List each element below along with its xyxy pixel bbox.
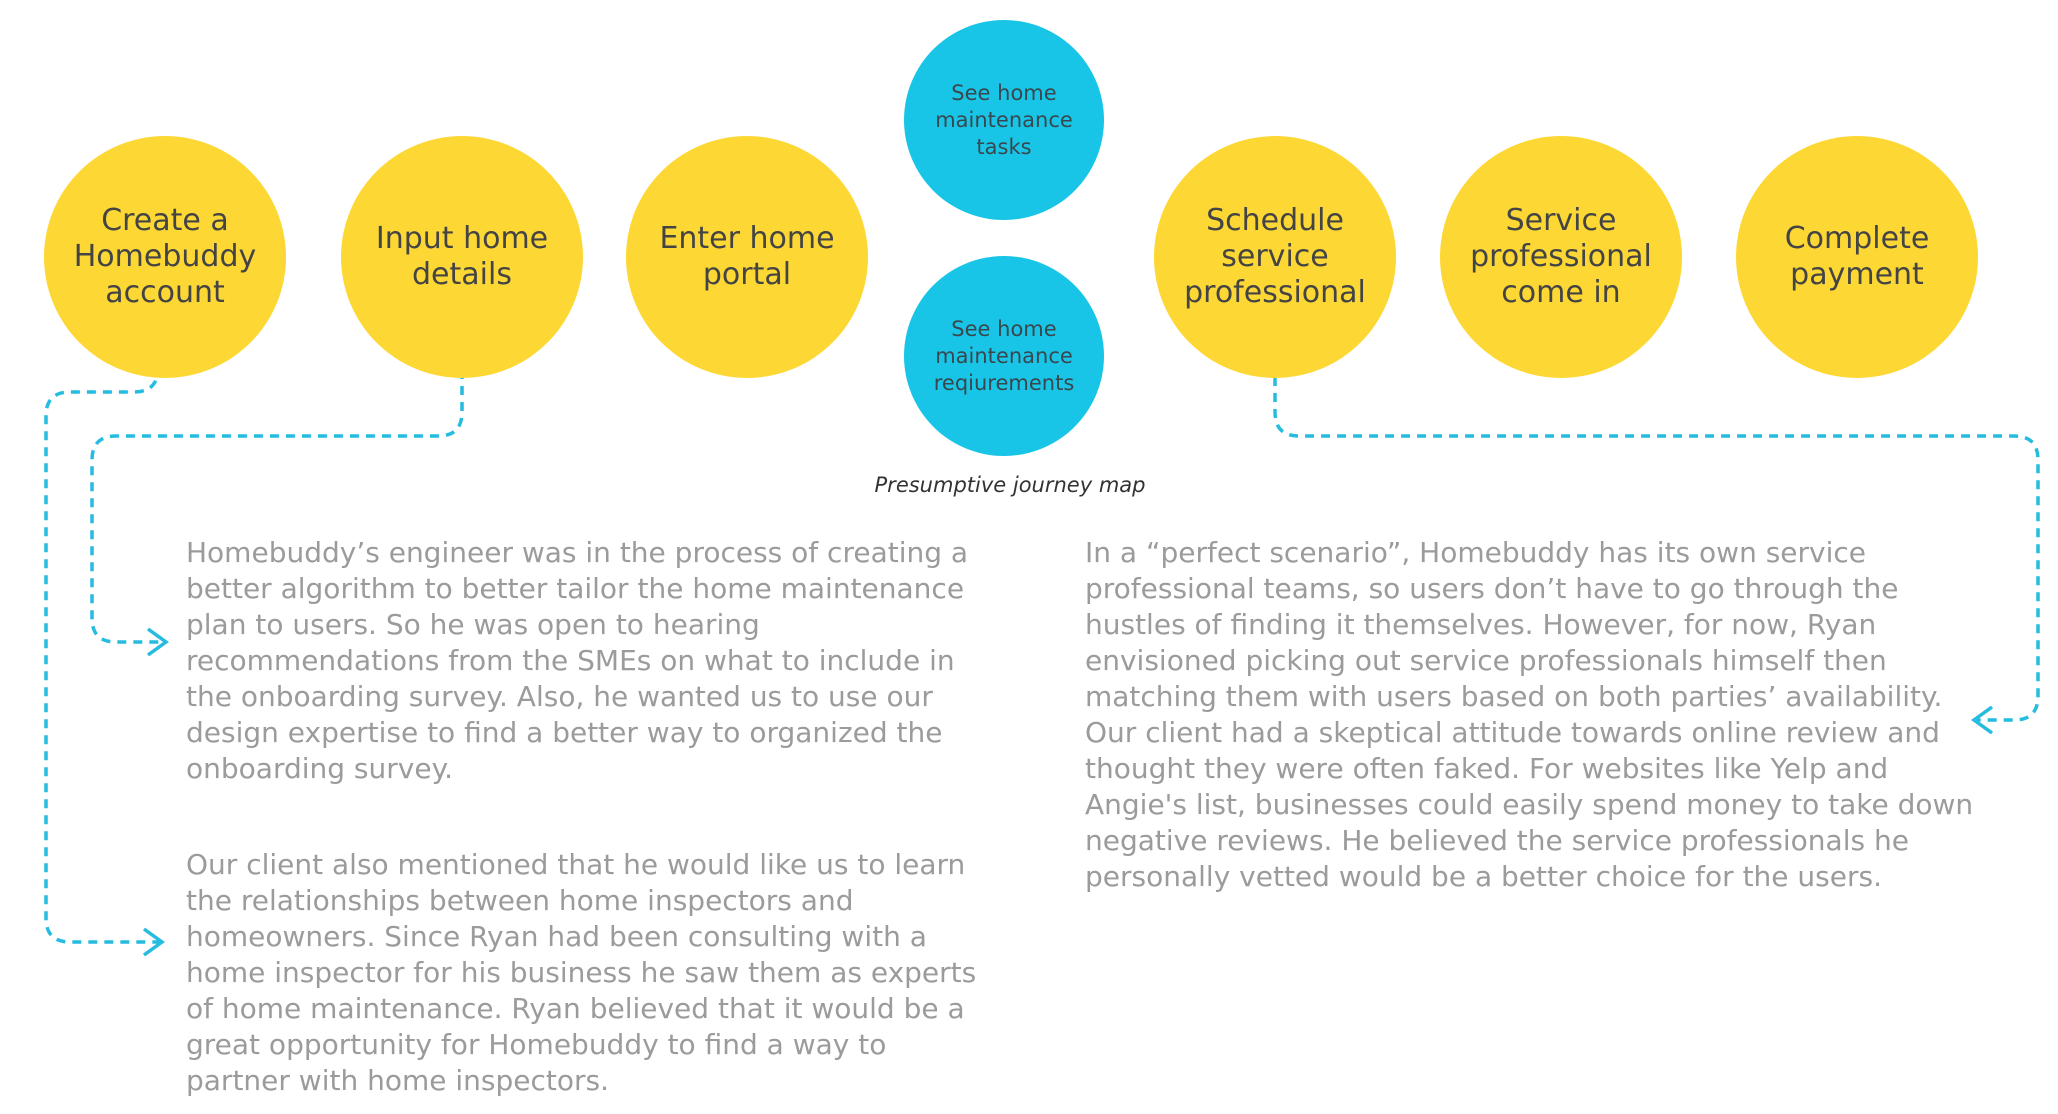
- sub-step-maintenance-tasks-label: See home maintenance tasks: [935, 80, 1073, 159]
- sub-step-maintenance-requirements: [904, 256, 1104, 456]
- step-enter-home-portal-label: Enter home portal: [659, 221, 835, 292]
- step-schedule-service-professional-label: Schedule service professional: [1184, 203, 1366, 310]
- step-service-professional-come-in-label: Service professional come in: [1470, 203, 1652, 310]
- sub-step-maintenance-tasks: [904, 20, 1104, 220]
- step-input-home-details-label: Input home details: [375, 221, 549, 292]
- sub-step-maintenance-requirements-label: See home maintenance reqiurements: [933, 316, 1075, 395]
- step-schedule-service-professional: [1154, 136, 1396, 378]
- note-service-professionals: In a “perfect scenario”, Homebuddy has its own service professional teams, so users don’t have to go through the hustles of finding it themselves. However, for now, Ryan envisioned picking out service professionals himself then matching them with users based on both parties’ availability. Our client had a skeptical attitude towards online review and thought they were often faked. For websites like Yelp and Angie's list, businesses could easily spend money to take down negative reviews. He believed the service professionals he personally vetted would be a better choice for the users.: [1085, 536, 1974, 893]
- step-create-account-label: Create a Homebuddy account: [73, 203, 257, 310]
- step-service-professional-come-in: [1440, 136, 1682, 378]
- note-engineer-algorithm: Homebuddy’s engineer was in the process of creating a better algorithm to better tailor the home maintenance plan to users. So he was open to hearing recommendations from the SMEs on what to include in the onboarding survey. Also, he wanted us to use our design expertise to find a better way to organized the onboarding survey.: [186, 536, 969, 785]
- note-home-inspectors: Our client also mentioned that he would like us to learn the relationships between home inspectors and homeowners. Since Ryan had been consulting with a home inspector for his business he saw them as experts of home maintenance. Ryan believed that it would be a great opportunity for Homebuddy to find a way to partner with home inspectors.: [186, 848, 977, 1097]
- journey-map-caption: Presumptive journey map: [874, 473, 1146, 497]
- step-enter-home-portal: [626, 136, 868, 378]
- step-complete-payment: [1736, 136, 1978, 378]
- step-create-account: [44, 136, 286, 378]
- connector-account-to-second-note: [46, 349, 160, 942]
- step-input-home-details: [341, 136, 583, 378]
- step-complete-payment-label: Complete payment: [1784, 221, 1930, 292]
